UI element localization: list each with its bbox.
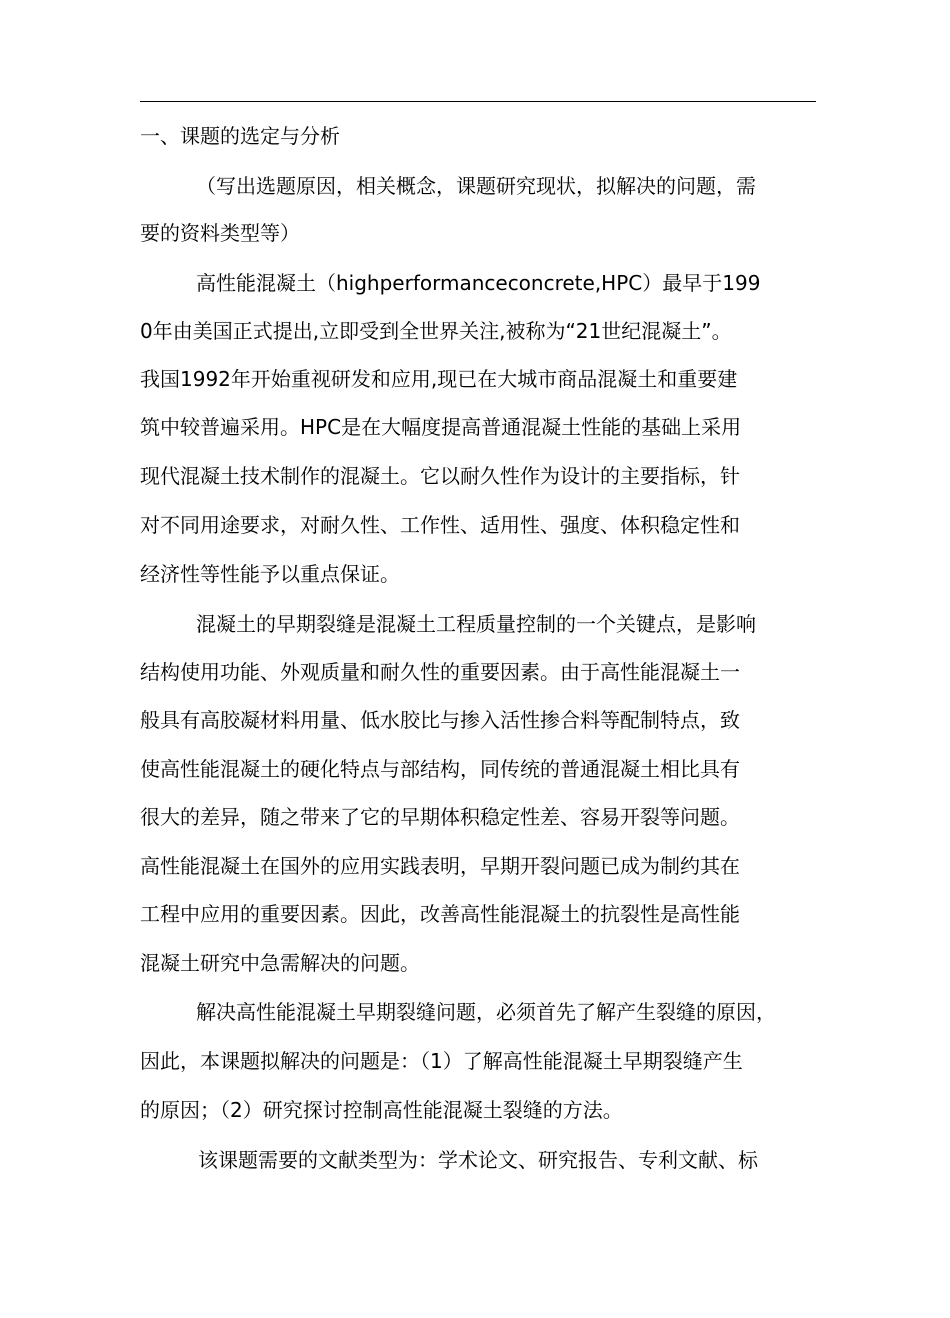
paragraph-line: 高性能混凝土在国外的应用实践表明，早期开裂问题已成为制约其在 <box>140 854 740 878</box>
paragraph-line: 0年由美国正式提出,立即受到全世界关注,被称为“21世纪混凝土”。 <box>140 319 732 343</box>
paragraph-line: 使高性能混凝土的硬化特点与部结构，同传统的普通混凝土相比具有 <box>140 757 740 781</box>
paragraph-line: 高性能混凝土（highperformanceconcrete,HPC）最早于199 <box>196 271 761 295</box>
paragraph-line: 很大的差异，随之带来了它的早期体积稳定性差、容易开裂等问题。 <box>140 805 740 829</box>
section-heading: 一、课题的选定与分析 <box>140 124 340 148</box>
paragraph-line: 结构使用功能、外观质量和耐久性的重要因素。由于高性能混凝土一 <box>140 660 740 684</box>
instruction-line: 要的资料类型等） <box>140 221 300 245</box>
paragraph-line: 般具有高胶凝材料用量、低水胶比与掺入活性掺合料等配制特点，致 <box>140 708 740 732</box>
paragraph-line: 我国1992年开始重视研发和应用,现已在大城市商品混凝土和重要建 <box>140 367 738 391</box>
paragraph-line: 该课题需要的文献类型为：学术论文、研究报告、专利文献、标 <box>198 1148 758 1172</box>
paragraph-line: 混凝土研究中急需解决的问题。 <box>140 951 420 975</box>
paragraph-line: 的原因；（2）研究探讨控制高性能混凝土裂缝的方法。 <box>140 1098 623 1122</box>
paragraph-line: 现代混凝土技术制作的混凝土。它以耐久性作为设计的主要指标，针 <box>140 464 740 488</box>
instruction-line: （写出选题原因，相关概念，课题研究现状，拟解决的问题，需 <box>196 174 756 198</box>
paragraph-line: 筑中较普遍采用。HPC是在大幅度提高普通混凝土性能的基础上采用 <box>140 415 742 439</box>
header-rule <box>140 101 816 102</box>
paragraph-line: 对不同用途要求，对耐久性、工作性、适用性、强度、体积稳定性和 <box>140 513 740 537</box>
paragraph-line: 解决高性能混凝土早期裂缝问题，必须首先了解产生裂缝的原因， <box>196 1000 776 1024</box>
paragraph-line: 因此，本课题拟解决的问题是：（1）了解高性能混凝土早期裂缝产生 <box>140 1049 743 1073</box>
paragraph-line: 混凝土的早期裂缝是混凝土工程质量控制的一个关键点，是影响 <box>196 612 756 636</box>
paragraph-line: 工程中应用的重要因素。因此，改善高性能混凝土的抗裂性是高性能 <box>140 902 740 926</box>
paragraph-line: 经济性等性能予以重点保证。 <box>140 562 400 586</box>
